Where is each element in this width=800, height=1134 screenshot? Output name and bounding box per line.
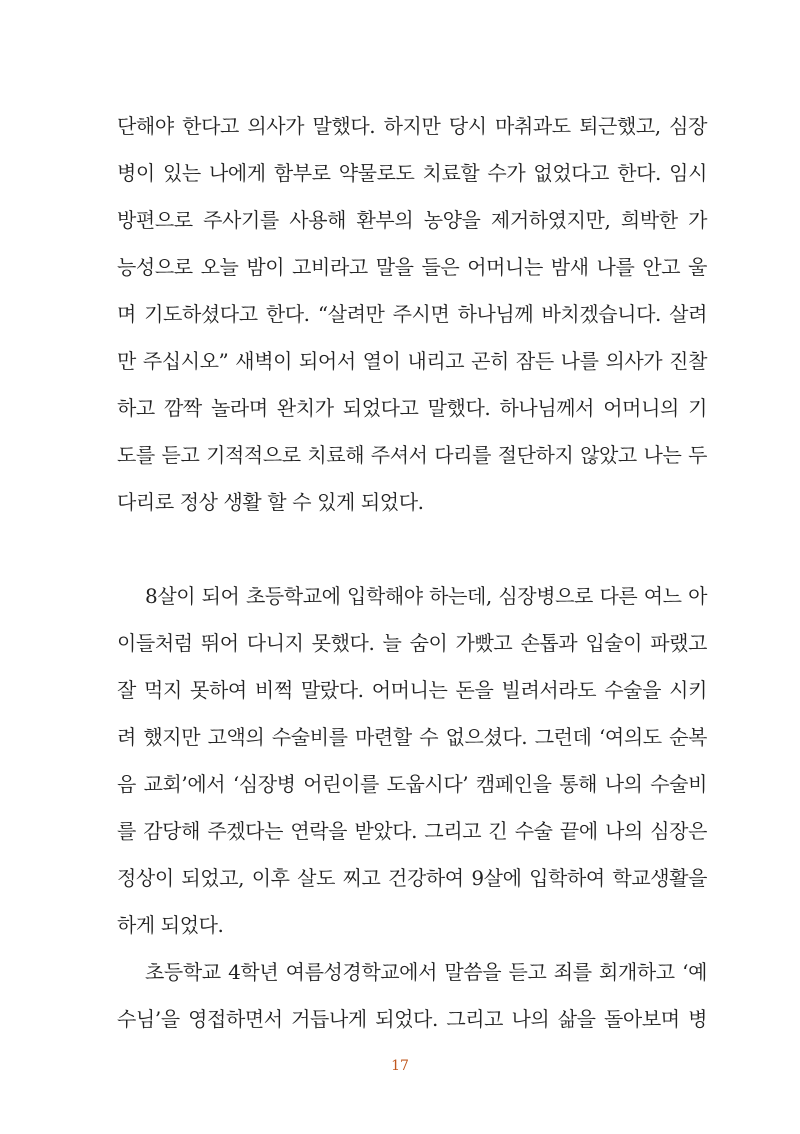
text-line: 초등학교 4학년 여름성경학교에서 말씀을 듣고 죄를 회개하고 ‘예 <box>145 960 707 984</box>
text-line: 하게 되었다. <box>117 913 224 937</box>
text-line: 잘 먹지 못하여 비쩍 말랐다. 어머니는 돈을 빌려서라도 수술을 시키 <box>117 678 707 702</box>
text-line: 이들처럼 뛰어 다니지 못했다. 늘 숨이 가빴고 손톱과 입술이 파랬고 <box>117 631 707 655</box>
text-line: 다리로 정상 생활 할 수 있게 되었다. <box>117 490 424 514</box>
text-line: 만 주십시오” 새벽이 되어서 열이 내리고 곤히 잠든 나를 의사가 진찰 <box>117 349 707 373</box>
text-line: 병이 있는 나에게 함부로 약물로도 치료할 수가 없었다고 한다. 임시 <box>117 161 707 185</box>
text-line: 를 감당해 주겠다는 연락을 받았다. 그리고 긴 수술 끝에 나의 심장은 <box>117 819 707 843</box>
text-line: 려 했지만 고액의 수술비를 마련할 수 없으셨다. 그런데 ‘여의도 순복 <box>117 725 707 749</box>
text-line: 며 기도하셨다고 한다. “살려만 주시면 하나님께 바치겠습니다. 살려 <box>117 302 707 326</box>
page-number: 17 <box>391 1058 409 1074</box>
text-line: 음 교회’에서 ‘심장병 어린이를 도웁시다’ 캠페인을 통해 나의 수술비 <box>117 772 707 796</box>
text-line: 정상이 되었고, 이후 살도 찌고 건강하여 9살에 입학하여 학교생활을 <box>117 866 707 890</box>
text-line: 능성으로 오늘 밤이 고비라고 말을 들은 어머니는 밤새 나를 안고 울 <box>117 255 707 279</box>
text-line: 도를 듣고 기적적으로 치료해 주셔서 다리를 절단하지 않았고 나는 두 <box>117 443 707 467</box>
text-line: 방편으로 주사기를 사용해 환부의 농양을 제거하였지만, 희박한 가 <box>117 208 707 232</box>
text-line: 8살이 되어 초등학교에 입학해야 하는데, 심장병으로 다른 여느 아 <box>145 584 707 608</box>
text-line: 단해야 한다고 의사가 말했다. 하지만 당시 마취과도 퇴근했고, 심장 <box>117 114 707 138</box>
text-line: 수님’을 영접하면서 거듭나게 되었다. 그리고 나의 삶을 돌아보며 병 <box>117 1007 707 1031</box>
text-line: 하고 깜짝 놀라며 완치가 되었다고 말했다. 하나님께서 어머니의 기 <box>117 396 707 420</box>
